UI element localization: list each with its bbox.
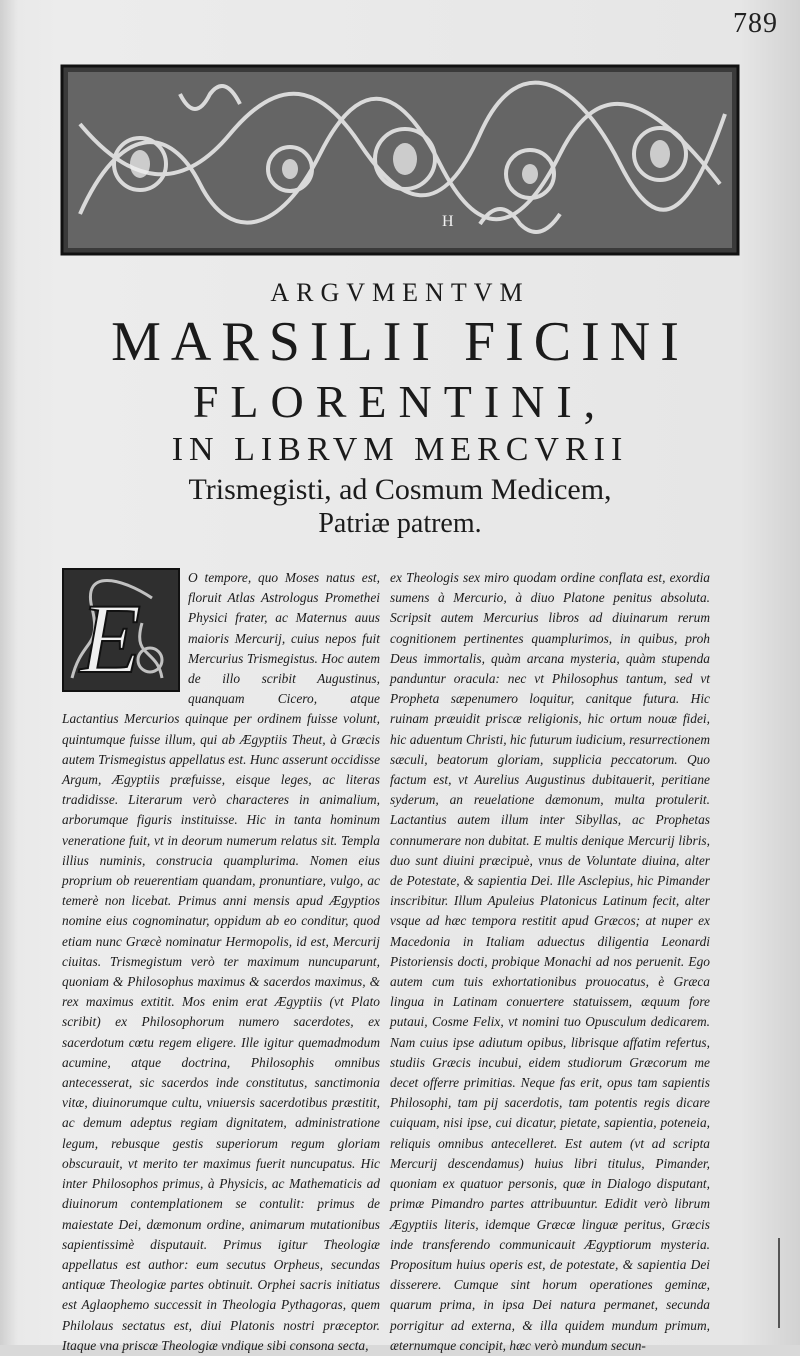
right-column-text: ex Theologis sex miro quodam ordine conflata est, exordia sumens à Mercurio, à diuo Platone penitus absoluta. Scripsit autem Mercurius libros ad diuinarum rerum cognitionem pertinentes quamplurimos, in quibus, proh Deus immortalis, quàm arcana mysteria, quàm stupenda panduntur oracula: nec vt Philosophus tantum, sed vt Propheta sæpenumero loquitur, canitque futura. Hic ruinam præuidit priscæ religionis, hic ortum nouæ fidei, hic aduentum Christi, hic futurum iudicium, resurrectionem sæculi, beatorum gloriam, supplicia peccatorum. Quo factum est, vt Aurelius Augustinus dubitauerit, peritiane syderum, an reuelatione dæmonum, multa protulerit. Lactantius autem illum inter Sibyllas, ac Prophetas connumerare non dubitat. E multis denique Mercurij libris, duo sunt diuini præcipuè, vnus de Voluntate diuina, alter de Potestate, & sapientia Dei. Ille Asclepius, hic Pimander inscribitur. Illum Apuleius Platonicus Latinum fecit, alter vsque ad hæc tempora restitit apud Græcos; at nuper ex Macedonia in Italiam aduectus diligentia Leonardi Pistoriensis docti, probique Monachi ad nos peruenit. Ego autem cum tuis exhortationibus prouocatus, è Græca lingua in Latinam conuertere statuissem, æquum fore putaui, Cosme Felix, vt nomini tuo Opusculum dedicarem. Nam cuius ipse adiutum opibus, librisque affatim refertus, studiis Græcis incubui, eidem studiorum Græcorum me decet offerre primitias. Neque fas erit, opus tam sapientis Philosophi, tam pij sacerdotis, tam potentis regis dicare cuiquam, nisi ipse, cui dicatur, pietate, sapientia, poteneia, reliquis omnibus antecelleret. Est autem (vt ad scripta Mercurij descendamus) huius libri titulus, Pimander, quoniam ex quatuor personis, quæ in Dialogo disputant, primæ Pimandro partes attribuuntur. Edidit verò librum Ægyptiis literis, idemque Græcæ linguæ peritus, Græcis inde transferendo communicauit Ægyptiorum mysteria. Propositum huius operis est, de potestate, & sapientia Dei disserere. Cumque sint horum operationes geminæ, quarum prima, in ipsa Dei natura permanet, secunda porrigitur ad externa, & illa quidem mundum primum, æternumque concipit, hæc verò mundum secun- <box>390 570 710 1353</box>
title-trismegisti: Trismegisti, ad Cosmum Medicem, <box>188 473 612 506</box>
title-block <box>0 270 800 540</box>
text-column-right <box>390 568 710 1356</box>
title-author: MARSILII FICINI <box>111 311 689 373</box>
text-column-left <box>62 568 380 1356</box>
decorative-headpiece-ornament <box>60 64 740 260</box>
dropcap-letter: E <box>80 583 142 692</box>
title-florentini: FLORENTINI, <box>192 376 608 427</box>
title-patriae-patrem: Patriæ patrem. <box>318 508 482 539</box>
title-argumentum: ARGVMENTVM <box>270 278 530 307</box>
left-column-text: O tempore, quo Moses natus est, floruit Atlas Astrologus Promethei Physici frater, ac Maternus auus maioris Mercurij, cuius nepos fuit Mercurius Trismegistus. Hoc autem de illo scribit Augustinus, quanquam Cicero, atque Lactantius Mercurios quinque per ordinem fuisse volunt, quintumque fuisse illum, qui ab Ægyptiis Theut, à Græcis autem Trismegistus appellatus est. Hunc asserunt occidisse Argum, Ægyptiis præfuisse, eisque leges, ac literas tradidisse. Literarum verò characteres in animalium, arborumque figuris instituisse. Hic in tanta hominum veneratione fuit, vt in deorum numerum relatus sit. Templa illius numinis, construcia quamplurima. Nomen eius proprium ob reuerentiam quandam, pronuntiare, vulgo, ac temerè non licebat. Primus anni mensis apud Ægyptios nomine eius cognominatur, oppidum ab eo conditur, quod etiam nunc Græcè nominatur Hermopolis, id est, Mercurij ciuitas. Trismegistum verò ter maximum nuncuparunt, quoniam & Philosophus maximus & sacerdos maximus, & rex maximus extitit. Mos enim erat Ægyptiis (vt Plato scribit) ex Philosophorum numero sacerdotes, ex sacerdotum cœtu regem eligere. Ille igitur quemadmodum acumine, atque doctrina, Philosophis omnibus antecesserat, sic sacerdos inde constitutus, sanctimonia vitæ, diuinorumque cultu, vniuersis sacerdotibus præstitit, ac demum adeptus regiam dignitatem, administratione legum, rebusque gestis superiorum regum gloriam obscurauit, vt merito ter maximus fuerit nuncupatus. Hic inter Philosophos primus, à Physicis, ac Mathematicis ad diuinorum contemplationem se contulit: primus de maiestate Dei, dæmonum ordine, animarum mutationibus sapientissimè disputauit. Primus igitur Theologiæ appellatus est author: eum secutus Orpheus, secundas antiquæ Theologiæ partes obtinuit. Orphei sacris initiatus est Aglaophemo successit in Theologia Pythagoras, quem Philolaus sectatus est, diui Platonis nostri præceptor. Itaque vna priscæ Theologiæ vndique sibi consona secta, <box>62 570 381 1353</box>
margin-rule <box>770 1238 780 1328</box>
decorated-initial-e <box>62 568 180 692</box>
ornament-letter: H <box>442 213 454 230</box>
title-in-librum: IN LIBRVM MERCVRII <box>171 431 629 468</box>
page-number: 789 <box>733 8 778 39</box>
